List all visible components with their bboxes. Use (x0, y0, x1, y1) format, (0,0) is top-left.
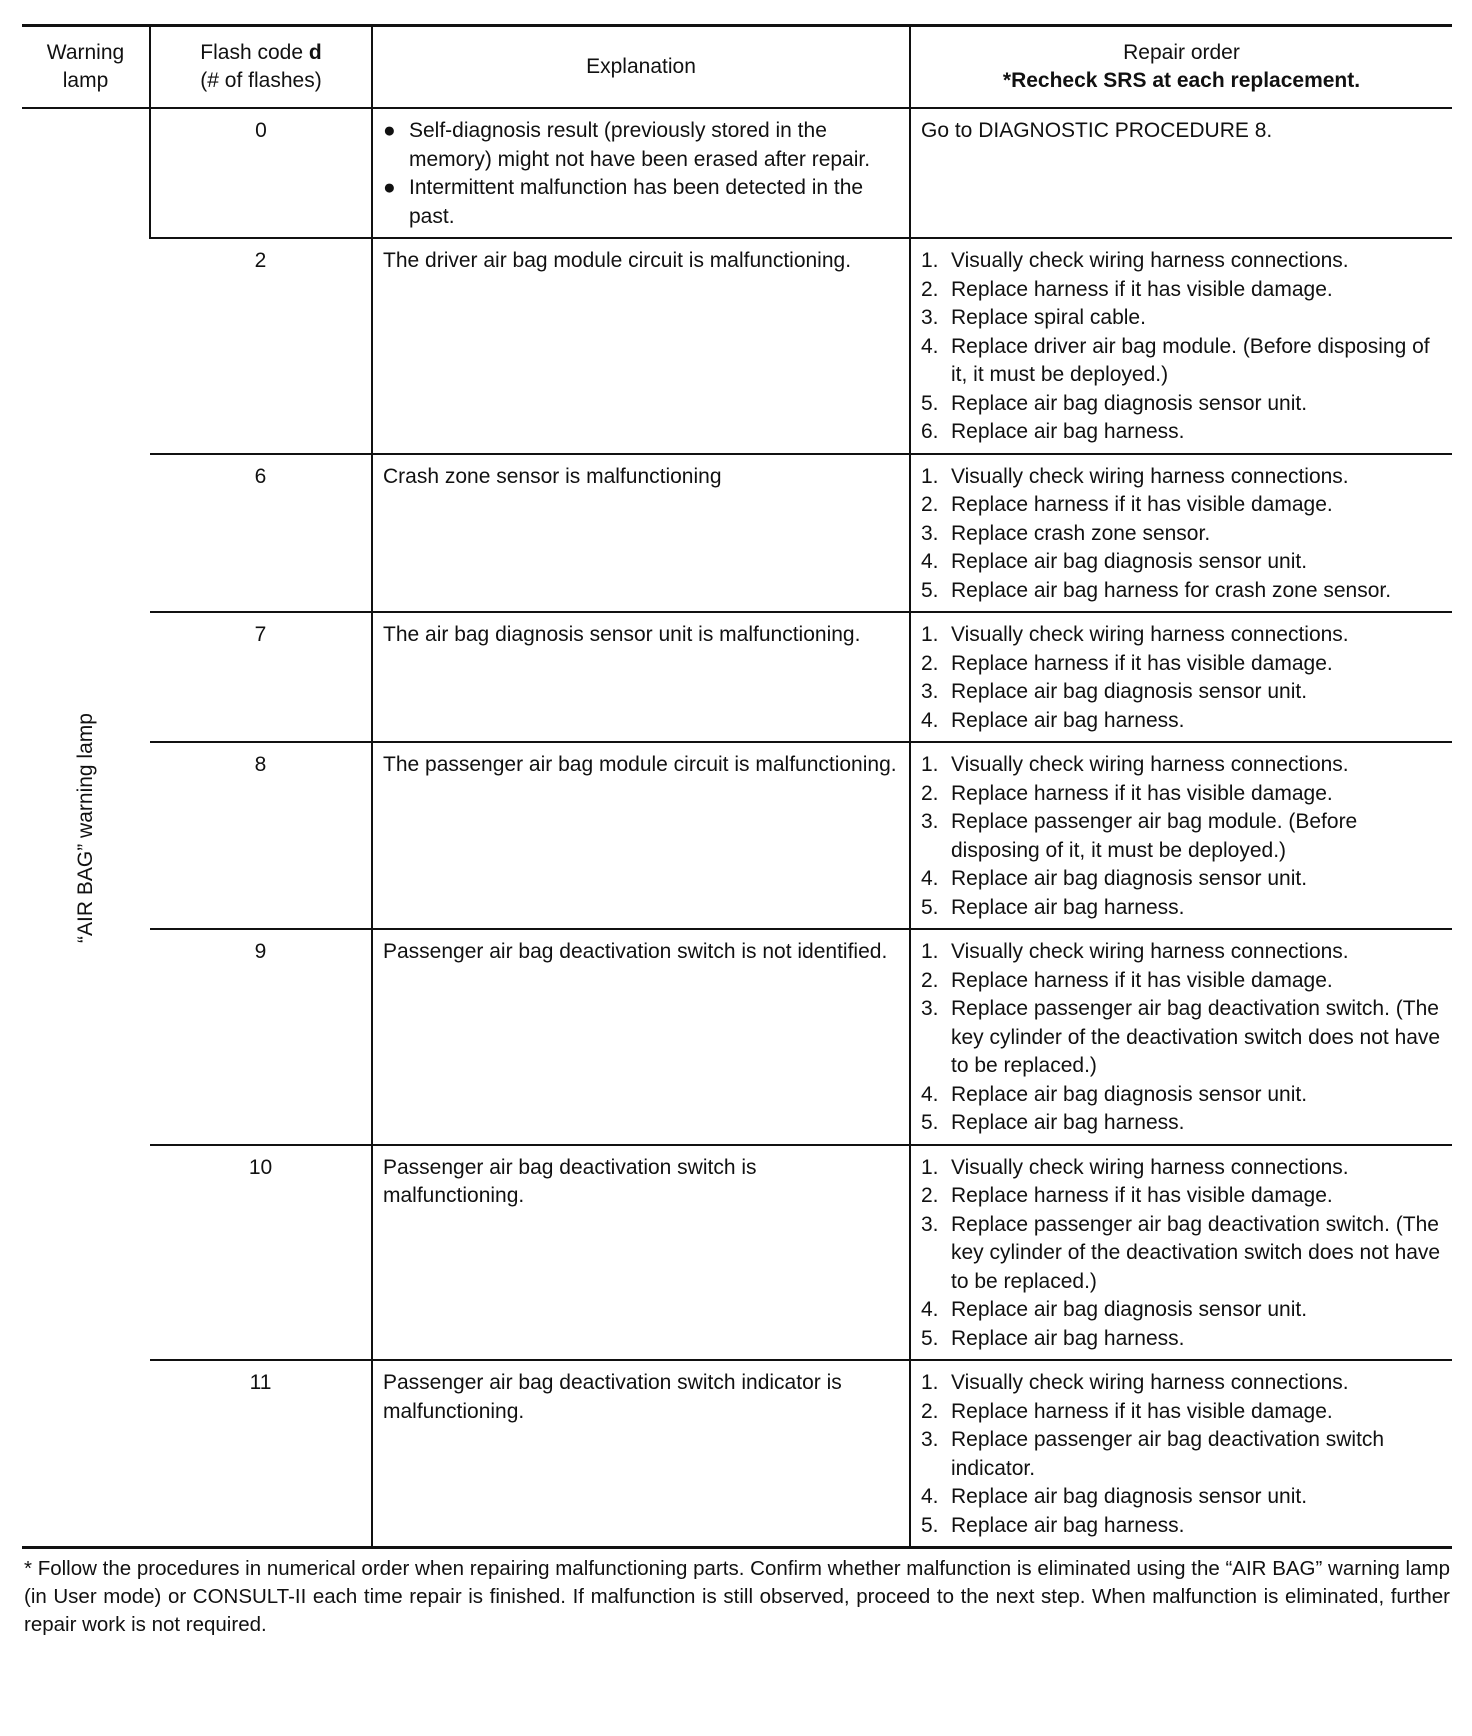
repair-step-text: Replace driver air bag module. (Before disposing of it, it must be deployed.) (951, 334, 1430, 386)
explanation-cell: The driver air bag module circuit is malfunctioning. (372, 238, 910, 454)
repair-step-text: Replace air bag harness. (951, 420, 1185, 443)
flash-code-cell: 6 (150, 454, 372, 613)
repair-step-number: 5. (921, 1513, 939, 1537)
repair-step-text: Replace air bag harness for crash zone sensor. (951, 578, 1392, 602)
repair-step (921, 894, 1442, 923)
repair-step-text: Visually check wiring harness connections. (951, 753, 1349, 776)
repair-step (921, 418, 1442, 447)
repair-step-number: 5. (921, 895, 939, 919)
repair-step-number: 2. (921, 968, 939, 992)
repair-step-text: Replace air bag diagnosis sensor unit. (951, 680, 1308, 703)
table-row (22, 454, 1452, 613)
repair-step-number: 3. (921, 521, 939, 545)
flash-code-cell: 0 (150, 108, 372, 238)
repair-step (921, 1426, 1442, 1483)
repair-step (921, 247, 1442, 276)
repair-step-number: 4. (921, 1485, 939, 1508)
repair-step-number: 5. (921, 578, 939, 602)
repair-step (921, 621, 1442, 650)
flash-code-cell: 9 (150, 929, 372, 1145)
repair-step-text: Visually check wiring harness connections. (951, 940, 1349, 963)
repair-step (921, 650, 1442, 679)
repair-step (921, 808, 1442, 865)
repair-step-number: 1. (921, 623, 939, 646)
repair-order-cell (910, 454, 1452, 613)
repair-step (921, 1182, 1442, 1211)
header-repair-order (910, 26, 1452, 109)
repair-step-number: 1. (921, 1155, 939, 1179)
repair-step-number: 3. (921, 1428, 939, 1451)
repair-order-cell (910, 612, 1452, 742)
repair-step-text: Replace harness if it has visible damage. (951, 277, 1333, 301)
repair-step (921, 1398, 1442, 1427)
table-row (22, 929, 1452, 1145)
repair-step-text: Replace air bag harness. (951, 1513, 1185, 1537)
repair-step-number: 2. (921, 493, 939, 516)
repair-step-number: 1. (921, 753, 939, 776)
repair-step (921, 865, 1442, 894)
repair-step (921, 967, 1442, 996)
table-row (22, 1145, 1452, 1361)
repair-step-text: Replace air bag harness. (951, 1111, 1185, 1134)
repair-step-number: 2. (921, 277, 939, 301)
repair-step (921, 333, 1442, 390)
repair-step (921, 1369, 1442, 1398)
repair-step-number: 4. (921, 550, 939, 573)
repair-step (921, 1109, 1442, 1138)
flash-code-cell: 2 (150, 238, 372, 454)
repair-step-text: Replace passenger air bag deactivation switch. (The key cylinder of the deactivation switch does not have to be replaced.) (951, 1212, 1441, 1293)
repair-step-number: 2. (921, 1184, 939, 1207)
warning-lamp-label: “AIR BAG” warning lamp (73, 712, 97, 943)
table-row (22, 108, 1452, 238)
bullet-icon: ● (383, 119, 396, 142)
repair-step-text: Replace passenger air bag deactivation switch indicator. (951, 1428, 1385, 1480)
repair-step-number: 2. (921, 651, 939, 675)
repair-step (921, 276, 1442, 305)
repair-step-text: Replace harness if it has visible damage. (951, 651, 1333, 675)
flash-code-cell: 10 (150, 1145, 372, 1361)
repair-step-text: Replace harness if it has visible damage. (951, 1399, 1333, 1423)
repair-step (921, 1081, 1442, 1110)
repair-step-text: Replace air bag diagnosis sensor unit. (951, 1082, 1308, 1106)
repair-step-number: 1. (921, 464, 939, 488)
repair-order-cell (910, 238, 1452, 454)
explanation-cell: The passenger air bag module circuit is malfunctioning. (372, 742, 910, 929)
repair-step-text: Replace harness if it has visible damage. (951, 493, 1333, 516)
repair-step (921, 390, 1442, 419)
repair-step (921, 1211, 1442, 1297)
repair-step-text: Replace air bag harness. (951, 895, 1185, 919)
repair-step-text: Replace harness if it has visible damage. (951, 781, 1333, 805)
flash-code-cell: 8 (150, 742, 372, 929)
header-warning-lamp-line1: Warning (46, 40, 125, 64)
repair-step-number: 2. (921, 1399, 939, 1423)
repair-step-text: Visually check wiring harness connections. (951, 1155, 1349, 1179)
repair-step-number: 5. (921, 1326, 939, 1350)
repair-step-text: Replace air bag diagnosis sensor unit. (951, 1298, 1308, 1321)
repair-step-number: 1. (921, 1371, 939, 1394)
explanation-cell: Passenger air bag deactivation switch is malfunctioning. (372, 1145, 910, 1361)
repair-step (921, 548, 1442, 577)
warning-lamp-cell (22, 108, 150, 1548)
flash-code-cell: 11 (150, 1360, 372, 1548)
repair-step-number: 4. (921, 1082, 939, 1106)
repair-step (921, 491, 1442, 520)
repair-step (921, 1325, 1442, 1354)
repair-step-number: 4. (921, 867, 939, 890)
repair-step-text: Replace air bag diagnosis sensor unit. (951, 1485, 1308, 1508)
header-flash-code-d: d (308, 40, 322, 64)
header-flash-code-line1 (157, 39, 365, 68)
header-repair-order-note: *Recheck SRS at each replacement. (1002, 69, 1361, 92)
repair-step-text: Replace passenger air bag deactivation switch. (The key cylinder of the deactivation switch does not have to be replaced.) (951, 997, 1441, 1077)
repair-step (921, 1483, 1442, 1512)
repair-step-text: Replace spiral cable. (951, 306, 1146, 329)
repair-step (921, 520, 1442, 549)
repair-step-number: 1. (921, 249, 939, 272)
header-flash-code-text: Flash code (200, 40, 309, 64)
repair-step (921, 678, 1442, 707)
repair-order-cell (910, 1360, 1452, 1548)
repair-step (921, 995, 1442, 1081)
header-warning-lamp (22, 26, 150, 109)
repair-step-text: Replace harness if it has visible damage. (951, 1184, 1333, 1207)
repair-step-text: Replace air bag diagnosis sensor unit. (951, 867, 1308, 890)
repair-step (921, 1296, 1442, 1325)
bullet-text: Self-diagnosis result (previously stored in the memory) might not have been erased after repair. (409, 119, 871, 171)
repair-step-text: Visually check wiring harness connections. (951, 1371, 1349, 1394)
flash-code-table (22, 24, 1452, 1549)
repair-step-number: 4. (921, 334, 939, 358)
repair-step-number: 2. (921, 781, 939, 805)
explanation-cell: Passenger air bag deactivation switch is not identified. (372, 929, 910, 1145)
repair-step-number: 3. (921, 306, 939, 329)
repair-step-text: Visually check wiring harness connections. (951, 623, 1349, 646)
header-warning-lamp-line2: lamp (62, 69, 109, 92)
repair-step-text: Replace crash zone sensor. (951, 521, 1211, 545)
bullet-icon: ● (383, 176, 396, 199)
repair-step-text: Visually check wiring harness connections. (951, 249, 1349, 272)
footnote: * Follow the procedures in numerical order when repairing malfunctioning parts. Confirm whether malfunction is eliminated using the “AIR BAG” warning lamp (in User mode) or CONSULT-II each time repair is finished. If malfunction is still observed, proceed to the next step. When malfunction is eliminated, further repair work is not required. (24, 1557, 1450, 1636)
repair-step-number: 4. (921, 1298, 939, 1321)
repair-step-number: 6. (921, 420, 939, 443)
repair-order-cell (910, 1145, 1452, 1361)
repair-step-text: Replace passenger air bag module. (Before disposing of it, it must be deployed.) (951, 810, 1358, 862)
flash-code-cell: 7 (150, 612, 372, 742)
repair-step-number: 5. (921, 1111, 939, 1134)
repair-step (921, 463, 1442, 492)
repair-step (921, 780, 1442, 809)
table-body (22, 108, 1452, 1548)
repair-step-text: Replace air bag harness. (951, 708, 1185, 732)
repair-step (921, 304, 1442, 333)
repair-step (921, 1154, 1442, 1183)
repair-order-cell (910, 929, 1452, 1145)
table-row (22, 238, 1452, 454)
explanation-cell: Crash zone sensor is malfunctioning (372, 454, 910, 613)
repair-step (921, 938, 1442, 967)
repair-step-text: Replace air bag harness. (951, 1326, 1185, 1350)
repair-step-number: 3. (921, 810, 939, 833)
repair-step (921, 1512, 1442, 1541)
repair-step-text: Replace air bag diagnosis sensor unit. (951, 550, 1308, 573)
repair-step (921, 707, 1442, 736)
repair-order-cell: Go to DIAGNOSTIC PROCEDURE 8. (910, 108, 1452, 238)
table-header-row (22, 26, 1452, 109)
repair-step-number: 4. (921, 708, 939, 732)
repair-step-number: 1. (921, 940, 939, 963)
repair-step-text: Replace harness if it has visible damage. (951, 968, 1333, 992)
explanation-cell: Passenger air bag deactivation switch indicator is malfunctioning. (372, 1360, 910, 1548)
table-row (22, 612, 1452, 742)
repair-step-text: Visually check wiring harness connections. (951, 464, 1349, 488)
repair-step-number: 5. (921, 391, 939, 415)
header-explanation: Explanation (372, 26, 910, 109)
explanation-cell (372, 108, 910, 238)
table-row (22, 742, 1452, 929)
diagnosis-document (22, 24, 1452, 1639)
repair-step-number: 3. (921, 997, 939, 1020)
repair-order-cell (910, 742, 1452, 929)
repair-step-number: 3. (921, 1212, 939, 1236)
explanation-bullet (383, 174, 899, 231)
header-flash-code (150, 26, 372, 109)
header-repair-order-line1: Repair order (1123, 40, 1240, 64)
bullet-text: Intermittent malfunction has been detected in the past. (409, 176, 864, 228)
explanation-bullet (383, 117, 899, 174)
table-row (22, 1360, 1452, 1548)
repair-step (921, 577, 1442, 606)
header-flash-code-line2: (# of flashes) (200, 69, 322, 92)
repair-step-text: Replace air bag diagnosis sensor unit. (951, 391, 1308, 415)
explanation-cell: The air bag diagnosis sensor unit is malfunctioning. (372, 612, 910, 742)
repair-step-number: 3. (921, 680, 939, 703)
repair-step (921, 751, 1442, 780)
